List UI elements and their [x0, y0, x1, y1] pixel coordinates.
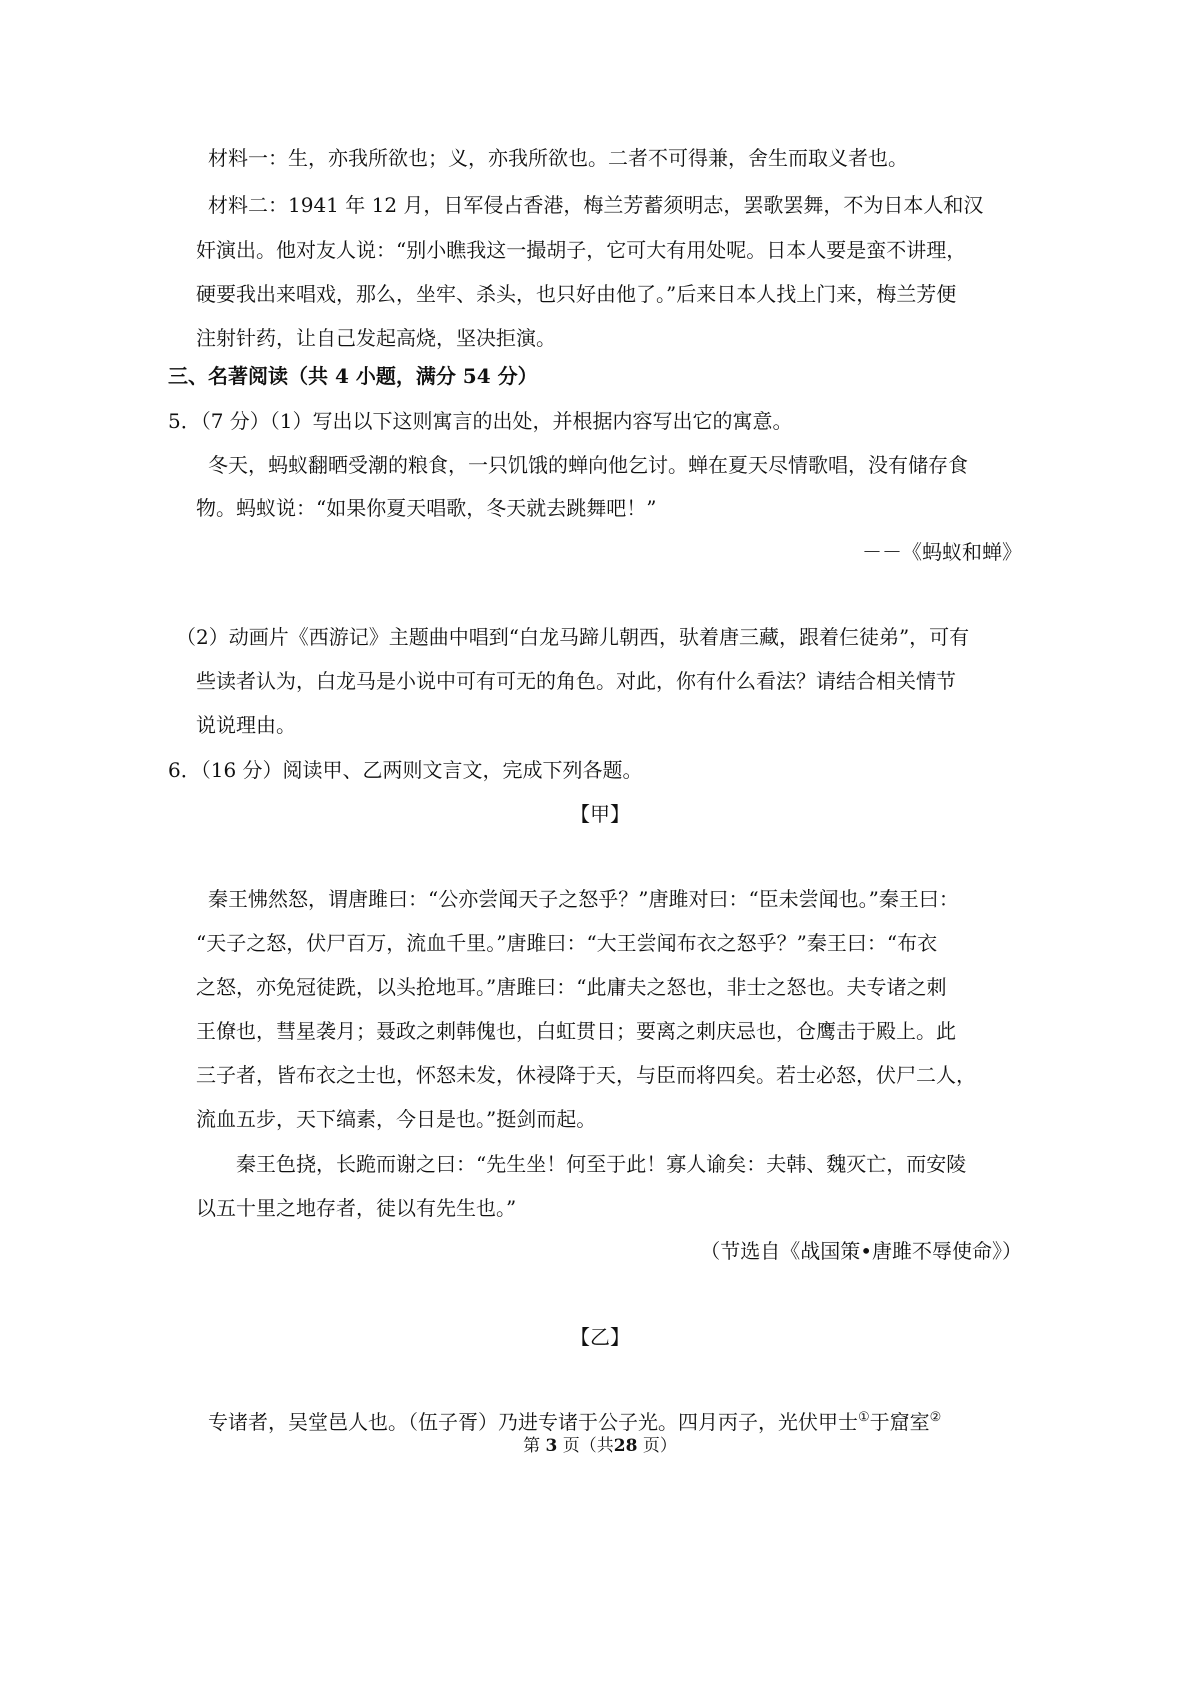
footnote-marker-2: ② — [929, 1410, 942, 1425]
footer-total-pages: 28 — [613, 1436, 638, 1456]
material-two-line-3: 硬要我出来唱戏，那么，坐牢、杀头，也只好由他了。”后来日本人找上门来，梅兰芳便 — [196, 282, 957, 306]
q6-jia-title: 【甲】 — [570, 802, 630, 826]
q5-fable-line-2: 物。蚂蚁说：“如果你夏天唱歌，冬天就去跳舞吧！” — [196, 496, 657, 520]
q6-jia-line-5: 三子者，皆布衣之士也，怀怒未发，休祲降于天，与臣而将四矣。若士必怒，伏尸二人， — [196, 1063, 976, 1087]
footnote-marker-1: ① — [858, 1410, 870, 1425]
footer-current-page: 3 — [545, 1436, 558, 1456]
q6-yi-text-b: 于窟室 — [869, 1410, 930, 1434]
q5-intro: 5．（7 分）（1）写出以下这则寓言的出处，并根据内容写出它的寓意。 — [168, 409, 793, 433]
material-two-line-2: 奸演出。他对友人说：“别小瞧我这一撮胡子，它可大有用处呢。日本人要是蛮不讲理， — [196, 238, 967, 262]
q5-fable-source: －－《蚂蚁和蝉》 — [862, 540, 1022, 564]
q6-jia-source: （节选自《战国策•唐雎不辱使命》） — [700, 1239, 1022, 1263]
section-three-title: 三、名著阅读（共 4 小题，满分 54 分） — [168, 364, 538, 388]
q6-yi-text-a: 专诸者，吴堂邑人也。（伍子胥）乃进专诸于公子光。四月丙子，光伏甲士 — [208, 1410, 858, 1434]
q5-part2-line-2: 些读者认为，白龙马是小说中可有可无的角色。对此，你有什么看法？请结合相关情节 — [196, 669, 956, 693]
footer-prefix: 第 — [523, 1436, 541, 1456]
q6-jia-line-6: 流血五步，天下缟素，今日是也。”挺剑而起。 — [196, 1107, 597, 1131]
q6-jia-para2-line-1: 秦王色挠，长跪而谢之曰：“先生坐！何至于此！寡人谕矣：夫韩、魏灭亡，而安陵 — [236, 1152, 967, 1176]
q6-jia-line-1: 秦王怫然怒，谓唐雎曰：“公亦尝闻天子之怒乎？”唐雎对曰：“臣未尝闻也。”秦王曰： — [208, 887, 959, 911]
material-two-line-4: 注射针药，让自己发起高烧，坚决拒演。 — [196, 326, 556, 350]
q6-jia-line-2: “天子之怒，伏尸百万，流血千里。”唐雎曰：“大王尝闻布衣之怒乎？”秦王曰：“布衣 — [196, 931, 938, 955]
q6-jia-para2-line-2: 以五十里之地存者，徒以有先生也。” — [196, 1196, 517, 1220]
q6-yi-title: 【乙】 — [570, 1325, 630, 1349]
q5-part2-line-1: （2）动画片《西游记》主题曲中唱到“白龙马蹄儿朝西，驮着唐三藏，跟着仨徒弟”，可有 — [176, 625, 970, 649]
q6-jia-line-4: 王僚也，彗星袭月；聂政之刺韩傀也，白虹贯日；要离之刺庆忌也，仓鹰击于殿上。此 — [196, 1019, 956, 1043]
page-footer — [0, 1432, 1200, 1460]
q5-fable-line-1: 冬天，蚂蚁翻晒受潮的粮食，一只饥饿的蝉向他乞讨。蝉在夏天尽情歌唱，没有储存食 — [208, 453, 968, 477]
footer-middle: 页（共 — [562, 1436, 614, 1456]
material-two-line-1: 材料二：1941 年 12 月，日军侵占香港，梅兰芳蓄须明志，罢歌罢舞，不为日本人和汉 — [208, 193, 984, 217]
footer-suffix: 页） — [642, 1436, 677, 1456]
material-one: 材料一：生，亦我所欲也；义，亦我所欲也。二者不可得兼，舍生而取义者也。 — [208, 146, 908, 170]
q6-intro: 6．（16 分）阅读甲、乙两则文言文，完成下列各题。 — [168, 758, 643, 782]
q6-jia-line-3: 之怒，亦免冠徒跣，以头抢地耳。”唐雎曰：“此庸夫之怒也，非士之怒也。夫专诸之刺 — [196, 975, 947, 999]
q5-part2-line-3: 说说理由。 — [196, 713, 296, 737]
